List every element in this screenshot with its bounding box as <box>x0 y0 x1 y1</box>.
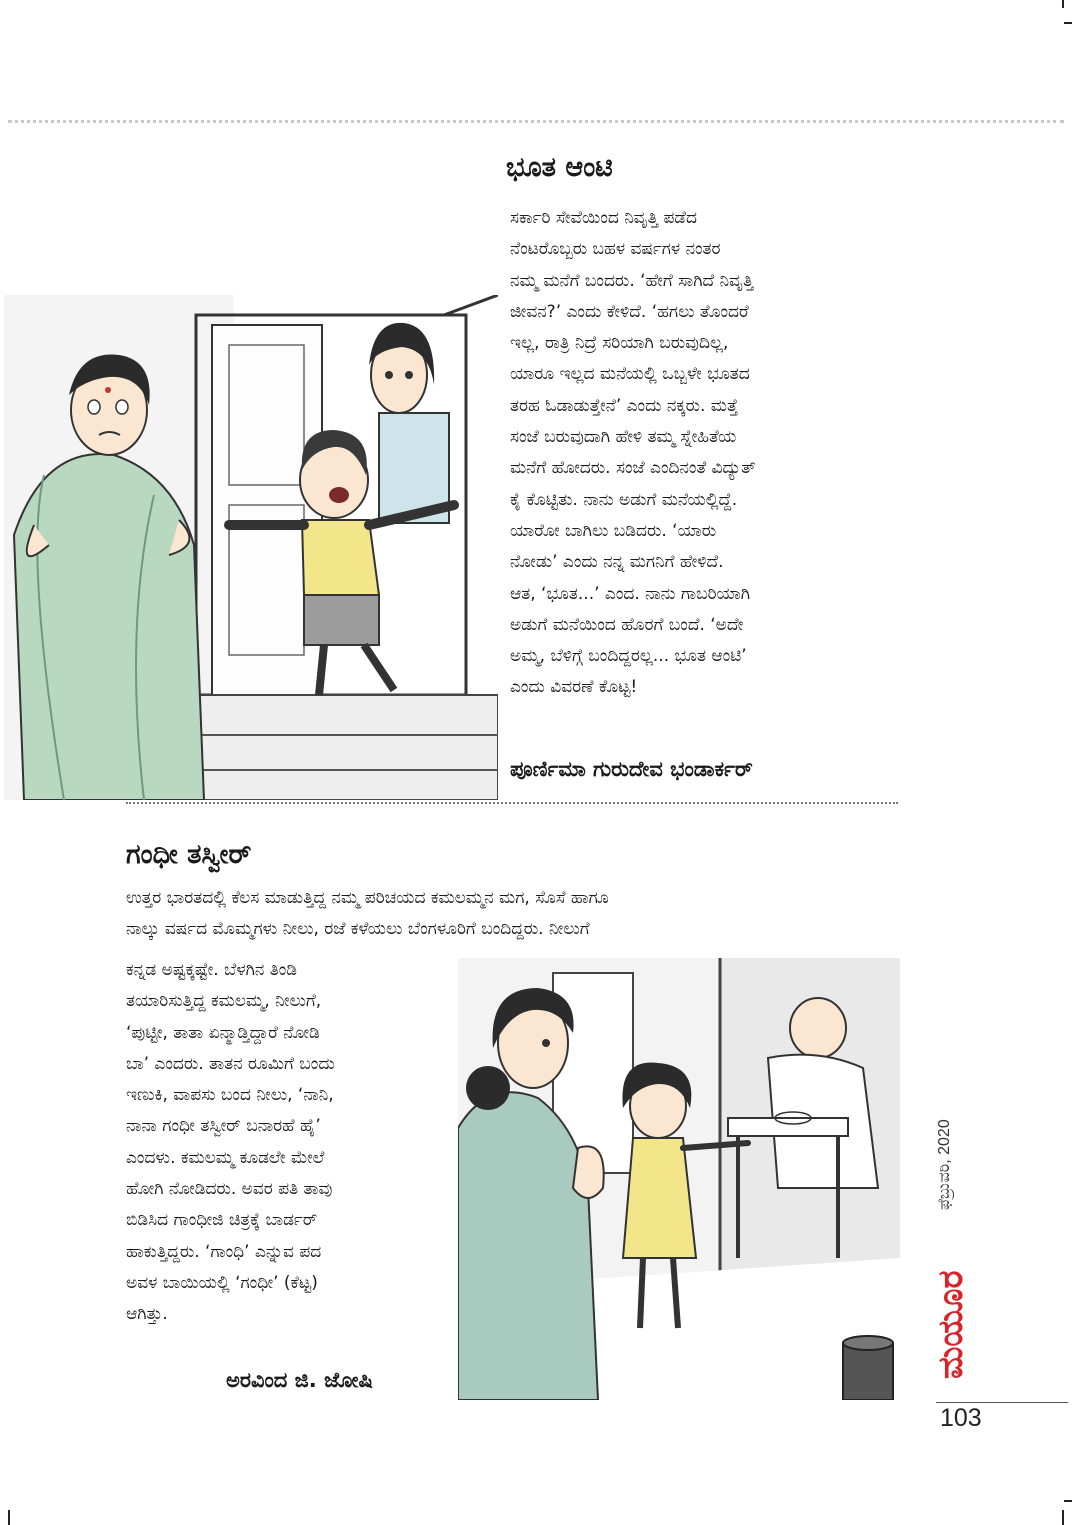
story1-author: ಪೂರ್ಣಿಮಾ ಗುರುದೇವ ಭಂಡಾರ್ಕರ್ <box>510 757 753 781</box>
story1-line: ತರಹ ಓಡಾಡುತ್ತೇನೆ’ ಎಂದು ನಕ್ಕರು. ಮತ್ತೆ <box>510 395 739 416</box>
story2-intro-line: ಉತ್ತರ ಭಾರತದಲ್ಲಿ ಕೆಲಸ ಮಾಡುತ್ತಿದ್ದ ನಮ್ಮ ಪರಿಚಯದ ಕಮಲಮ್ಮನ ಮಗ, ಸೊಸೆ ಹಾಗೂ <box>126 888 609 908</box>
story2-intro-line: ನಾಲ್ಕು ವರ್ಷದ ಮೊಮ್ಮಗಳು ನೀಲು, ರಜೆ ಕಳೆಯಲು ಬೆಂಗಳೂರಿಗೆ ಬಂದಿದ್ದರು. ನೀಲುಗೆ <box>126 919 590 940</box>
crop-mark <box>1062 1510 1064 1525</box>
crop-mark <box>1064 22 1072 24</box>
story1-line: ಕೈ ಕೊಟ್ಟಿತು. ನಾನು ಅಡುಗೆ ಮನೆಯಲ್ಲಿದ್ದೆ. <box>510 489 738 510</box>
page-number: 103 <box>940 1404 982 1432</box>
story1-title: ಭೂತ ಆಂಟಿ <box>506 152 613 183</box>
story1-body <box>510 203 898 704</box>
story2-line: ತಯಾರಿಸುತ್ತಿದ್ದ ಕಮಲಮ್ಮ, ನೀಲುಗೆ, <box>126 991 322 1012</box>
story1-line: ಸರ್ಕಾರಿ ಸೇವೆಯಿಂದ ನಿವೃತ್ತಿ ಪಡೆದ <box>510 208 697 228</box>
story2-line: ಹಾಕುತ್ತಿದ್ದರು. ‘ಗಾಂಧಿ’ ಎನ್ನುವ ಪದ <box>126 1241 322 1262</box>
top-divider <box>8 120 1064 123</box>
story1-line: ಯಾರೂ ಇಲ್ಲದ ಮನೆಯಲ್ಲಿ ಒಬ್ಬಳೇ ಭೂತದ <box>510 364 750 385</box>
story2-line: ಹೋಗಿ ನೋಡಿದರು. ಅವರ ಪತಿ ತಾವು <box>126 1179 333 1200</box>
story2-line: ಬಾ’ ಎಂದರು. ತಾತನ ರೂಮಿಗೆ ಬಂದು <box>126 1053 335 1074</box>
story2-author: ಅರವಿಂದ ಜಿ. ಜೋಷಿ <box>226 1368 373 1392</box>
story2-line: ಕನ್ನಡ ಅಷ್ಟಕ್ಕಷ್ಟೇ. ಬೆಳಗಿನ ತಿಂಡಿ <box>126 960 297 980</box>
story1-line: ಯಾರೋ ಬಾಗಿಲು ಬಡಿದರು. ‘ಯಾರು <box>510 520 717 541</box>
story1-line: ಅಡುಗೆ ಮನೆಯಿಂದ ಹೊರಗೆ ಬಂದೆ. ‘ಅದೇ <box>510 614 744 635</box>
story1-line: ಇಲ್ಲ, ರಾತ್ರಿ ನಿದ್ರೆ ಸರಿಯಾಗಿ ಬರುವುದಿಲ್ಲ, <box>510 333 729 354</box>
story1-illustration <box>4 295 498 800</box>
story1-line: ಜೀವನ?’ ಎಂದು ಕೇಳಿದೆ. ‘ಹಗಲು ತೊಂದರೆ <box>510 301 749 322</box>
crop-mark <box>1064 1500 1072 1502</box>
story1-line: ನೆಂಟರೊಬ್ಬರು ಬಹಳ ವರ್ಷಗಳ ನಂತರ <box>510 239 721 260</box>
story1-line: ಮನೆಗೆ ಹೋದರು. ಸಂಜೆ ಎಂದಿನಂತೆ ವಿದ್ಯುತ್ <box>510 458 756 479</box>
crop-mark <box>1062 0 1064 8</box>
story2-body <box>126 955 444 1331</box>
crop-mark <box>8 1510 10 1525</box>
story2-line: ಅವಳ ಬಾಯಿಯಲ್ಲಿ ‘ಗಂಧೀ’ (ಕೆಟ್ಟ) <box>126 1272 318 1293</box>
story2-line: ಎಂದಳು. ಕಮಲಮ್ಮ ಕೂಡಲೇ ಮೇಲೆ <box>126 1147 325 1168</box>
story2-line: ನಾನಾ ಗಂಧೀ ತಸ್ವೀರ್ ಬನಾರಹೆ ಹೈ’ <box>126 1116 321 1137</box>
story2-title: ಗಂಧೀ ತಸ್ವೀರ್ <box>126 839 252 870</box>
story1-line: ನೋಡು’ ಎಂದು ನನ್ನ ಮಗನಿಗೆ ಹೇಳಿದೆ. <box>510 552 724 573</box>
story2-illustration <box>458 958 900 1400</box>
story2-line: ಬಿಡಿಸಿದ ಗಾಂಧೀಜಿ ಚಿತ್ರಕ್ಕೆ ಬಾರ್ಡರ್ <box>126 1210 318 1231</box>
story-separator <box>126 802 898 804</box>
issue-date: ಫೆಬ್ರುವರಿ, 2020 <box>936 1119 953 1211</box>
magazine-logo: ಮಯೂರ <box>931 1270 971 1380</box>
story2-line: ‘ಪುಟ್ಟೀ, ತಾತಾ ಏನ್ಮಾಡ್ತಿದ್ದಾರೆ ನೋಡಿ <box>126 1022 320 1043</box>
story1-line: ಸಂಜೆ ಬರುವುದಾಗಿ ಹೇಳಿ ತಮ್ಮ ಸ್ನೇಹಿತೆಯ <box>510 427 737 448</box>
page-number-rule <box>936 1402 1068 1403</box>
story1-line: ಆತ, ‘ಭೂತ...’ ಎಂದ. ನಾನು ಗಾಬರಿಯಾಗಿ <box>510 583 751 604</box>
story1-line: ಎಂದು ವಿವರಣೆ ಕೊಟ್ಟ! <box>510 677 638 698</box>
story2-line: ಆಗಿತ್ತು. <box>126 1304 168 1325</box>
story1-line: ನಮ್ಮ ಮನೆಗೆ ಬಂದರು. ‘ಹೇಗೆ ಸಾಗಿದೆ ನಿವೃತ್ತಿ <box>510 270 754 291</box>
story2-line: ಇಣುಕಿ, ವಾಪಸು ಬಂದ ನೀಲು, ‘ನಾನಿ, <box>126 1085 334 1106</box>
story1-line: ಅಮ್ಮ, ಬೆಳಿಗ್ಗೆ ಬಂದಿದ್ದರಲ್ಲ... ಭೂತ ಆಂಟಿ’ <box>510 646 747 667</box>
story2-intro <box>126 883 898 946</box>
